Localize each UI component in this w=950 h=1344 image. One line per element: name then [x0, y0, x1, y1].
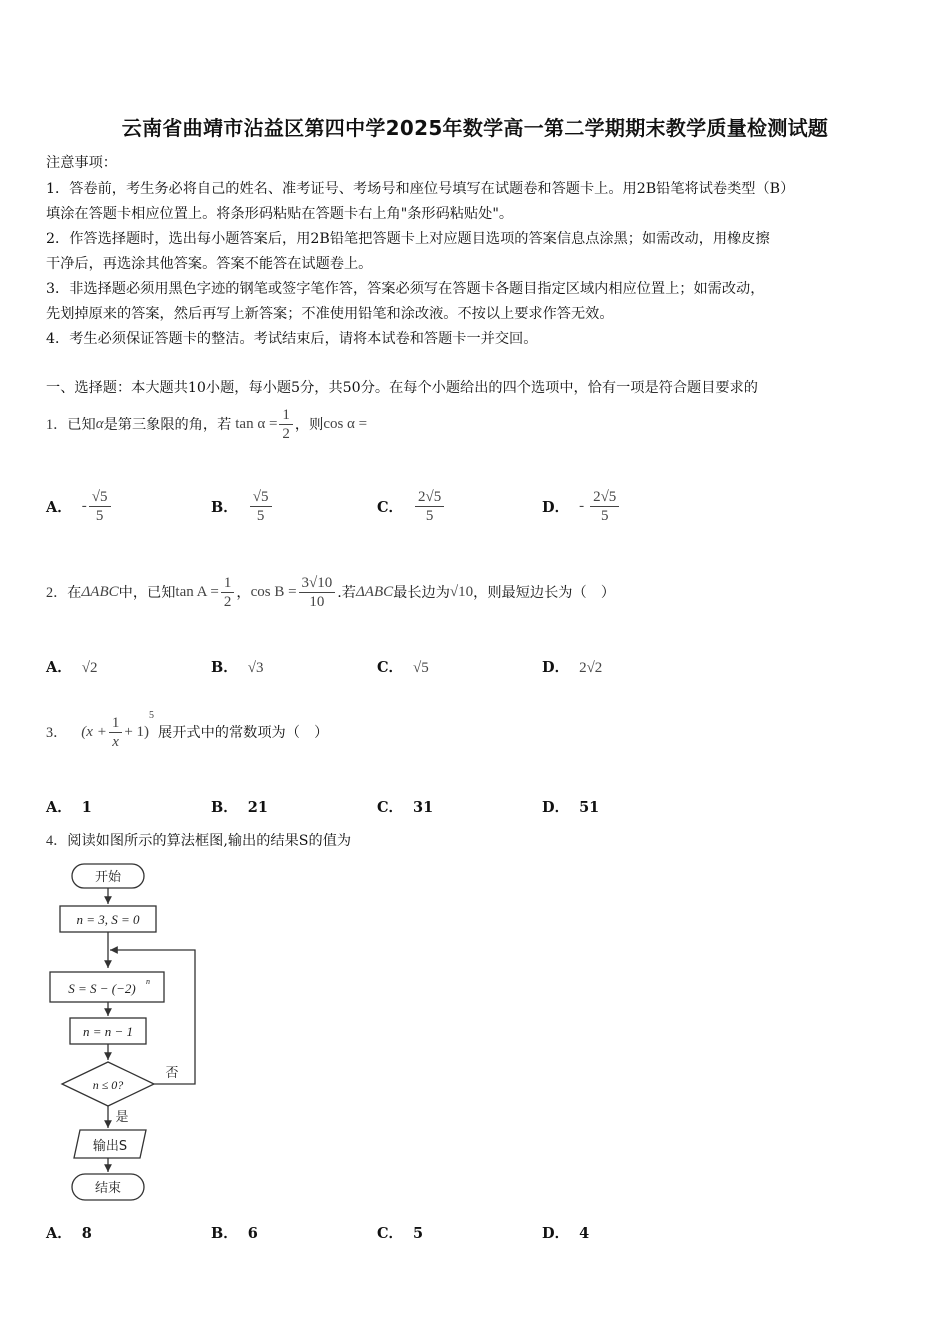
q2-text: ，: [236, 585, 251, 601]
notice-line: 干净后，再选涂其他答案。答案不能答在试题卷上。: [46, 256, 373, 272]
question-3: [46, 710, 328, 754]
fraction-numerator: 3√10: [299, 574, 336, 593]
fraction-denominator: 2: [282, 425, 290, 442]
q3-exponent: 5: [149, 710, 155, 721]
option-fraction: [415, 488, 444, 525]
notice-line: 填涂在答题卡相应位置上。将条形码粘贴在答题卡右上角"条形码粘贴处"。: [46, 206, 514, 222]
q4-text: 阅读如图所示的算法框图,输出的结果S的值为: [67, 833, 352, 849]
q1-fraction: [279, 406, 293, 443]
q2-cosB: cos B =: [250, 583, 297, 600]
option-label: A．: [46, 1225, 72, 1242]
q4-option-a[interactable]: [46, 1222, 102, 1243]
option-label: A．: [46, 499, 72, 516]
fraction-denominator: 5: [256, 508, 265, 524]
q2-text: 在: [67, 585, 82, 601]
flow-update-n-text: n = n − 1: [82, 1024, 134, 1039]
q1-tan: tan α =: [235, 415, 278, 432]
option-label: B．: [211, 1225, 238, 1242]
question-1: [46, 402, 367, 446]
flow-loop-arrow: [110, 950, 195, 1084]
q2-fraction: [299, 574, 336, 611]
q1-text: 已知: [67, 417, 96, 433]
notice-line: 先划掉原来的答案，然后再写上新答案；不准使用铅笔和涂改液。不按以上要求作答无效。: [46, 306, 614, 322]
q3-option-a[interactable]: [46, 796, 102, 817]
q2-option-d[interactable]: [542, 656, 602, 677]
q3-option-c[interactable]: [377, 796, 443, 817]
flow-update-s-exp: n: [146, 977, 150, 986]
q4-option-b[interactable]: [211, 1222, 268, 1243]
option-value: √3: [247, 660, 264, 676]
option-label: C．: [377, 499, 404, 516]
fraction-numerator: 2√5: [415, 488, 444, 507]
option-fraction: [89, 488, 111, 525]
flow-update-s-text: S = S − (−2): [68, 981, 136, 996]
fraction-numerator: 1: [221, 574, 235, 593]
option-label: D．: [542, 1225, 570, 1242]
q2-fraction: [221, 574, 235, 611]
notice-line: 4．考生必须保证答题卡的整洁。考试结束后，请将本试卷和答题卡一并交回。: [46, 331, 538, 347]
option-label: C．: [377, 1225, 404, 1242]
flow-init-text: n = 3, S = 0: [76, 912, 140, 927]
notice-line: 3．非选择题必须用黑色字迹的钢笔或签字笔作答，答案必须写在答题卡各题目指定区域内相应位置上；如需改动，: [46, 281, 765, 297]
fraction-numerator: √5: [89, 488, 111, 507]
option-value: √2: [81, 660, 98, 676]
q1-text: ，则: [294, 417, 324, 433]
fraction-numerator: 1: [109, 714, 123, 733]
q3-option-d[interactable]: [542, 796, 609, 817]
q2-option-b[interactable]: [211, 656, 264, 677]
flow-no-label: 否: [165, 1066, 179, 1081]
flow-start-text: 开始: [94, 870, 122, 885]
flowchart: [44, 858, 214, 1208]
option-label: A．: [46, 659, 72, 676]
q4-option-d[interactable]: [542, 1222, 599, 1243]
option-value: 4: [579, 1225, 590, 1242]
fraction-denominator: 5: [600, 508, 609, 524]
option-label: D．: [542, 799, 570, 816]
option-sign: -: [579, 498, 585, 514]
option-label: B．: [211, 659, 238, 676]
q1-text: 是第三象限的角，若: [103, 417, 232, 433]
q2-option-a[interactable]: [46, 656, 98, 677]
q3-fraction: [109, 714, 123, 751]
option-label: B．: [211, 499, 238, 516]
q1-option-a[interactable]: [46, 488, 113, 525]
option-value: 21: [247, 799, 268, 816]
option-value: 5: [413, 1225, 424, 1242]
q3-expr: (x +: [81, 723, 107, 740]
option-label: D．: [542, 499, 570, 516]
q1-option-c[interactable]: [377, 488, 446, 525]
q2-text: 最长边为: [393, 585, 450, 601]
option-value: 8: [81, 1225, 92, 1242]
fraction-denominator: 10: [309, 593, 325, 610]
option-fraction: [590, 488, 619, 525]
flow-output-text: 输出S: [92, 1139, 128, 1154]
fraction-denominator: 2: [223, 593, 232, 610]
question-number: 3．: [46, 725, 68, 741]
q2-text: .若: [337, 585, 356, 601]
q3-expr: + 1): [124, 723, 150, 740]
q3-option-b[interactable]: [211, 796, 278, 817]
page-title: 云南省曲靖市沾益区第四中学2025年数学高一第二学期期末教学质量检测试题: [121, 116, 829, 140]
question-4: [46, 830, 351, 850]
q2-tanA: tan A =: [175, 583, 219, 600]
question-2: [46, 570, 615, 614]
q2-triangle: ΔABC: [355, 583, 394, 600]
flow-yes-label: 是: [115, 1110, 129, 1125]
q2-option-c[interactable]: [377, 656, 429, 677]
flow-end-text: 结束: [94, 1181, 122, 1196]
option-sign: -: [81, 498, 87, 514]
fraction-denominator: 5: [425, 508, 434, 524]
question-number: 4．: [46, 833, 68, 849]
option-value: 1: [81, 799, 92, 816]
q2-text: ，则最短边长为（ ）: [473, 585, 616, 601]
q2-triangle: ΔABC: [81, 583, 119, 600]
fraction-numerator: √5: [250, 488, 272, 507]
option-value: 2√2: [579, 660, 603, 676]
option-value: 31: [413, 799, 434, 816]
q1-cos: cos α =: [323, 415, 368, 432]
option-value: 6: [247, 1225, 258, 1242]
option-label: D．: [542, 659, 570, 676]
option-fraction: [250, 488, 272, 525]
q1-option-d[interactable]: [542, 488, 621, 525]
option-label: C．: [377, 799, 404, 816]
q3-text: 展开式中的常数项为（ ）: [158, 725, 329, 741]
notice-line: 1．答卷前，考生务必将自己的姓名、准考证号、考场号和座位号填写在试题卷和答题卡上。用2B铅笔将试卷类型（B）: [46, 181, 795, 197]
q2-text: 中，已知: [118, 585, 176, 601]
section-heading: 一、选择题：本大题共10小题，每小题5分，共50分。在每个小题给出的四个选项中，恰有一项是符合题目要求的: [46, 380, 758, 396]
q1-alpha: α: [95, 415, 104, 432]
notice-line: 2．作答选择题时，选出每小题答案后，用2B铅笔把答题卡上对应题目选项的答案信息点涂黑；如需改动，用橡皮擦: [46, 231, 770, 247]
notice-heading: 注意事项：: [46, 155, 117, 171]
fraction-denominator: x: [112, 733, 119, 750]
option-label: A．: [46, 799, 72, 816]
question-number: 2．: [46, 585, 68, 601]
option-value: 51: [579, 799, 600, 816]
option-label: C．: [377, 659, 404, 676]
option-value: √5: [413, 660, 429, 676]
q1-option-b[interactable]: [211, 488, 274, 525]
fraction-numerator: 2√5: [590, 488, 619, 507]
question-number: 1．: [46, 417, 68, 433]
fraction-numerator: 1: [279, 406, 293, 425]
flow-condition-text: n ≤ 0?: [92, 1078, 124, 1092]
q4-option-c[interactable]: [377, 1222, 433, 1243]
option-label: B．: [211, 799, 238, 816]
q2-longest: √10: [449, 583, 474, 600]
fraction-denominator: 5: [95, 508, 104, 524]
